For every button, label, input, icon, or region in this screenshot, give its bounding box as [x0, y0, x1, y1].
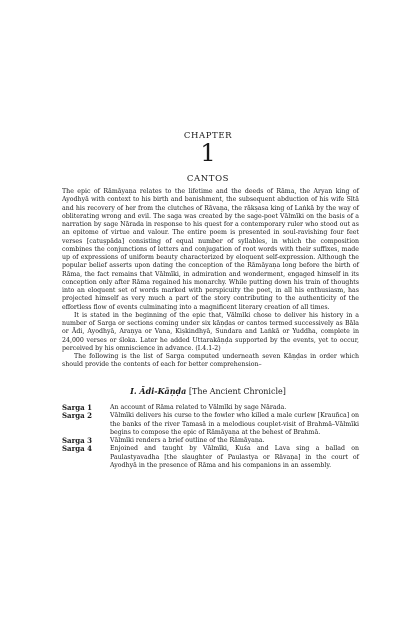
- sarga-label: Sarga 3: [62, 436, 93, 445]
- sarga-label: Sarga 1: [62, 403, 93, 412]
- section-heading-title: I. Ādi-Kāṇḍa: [130, 386, 187, 396]
- paragraph-intro: The epic of Rāmāyaṇa relates to the lifetime and the deeds of Rāma, the Aryan king of Ayodhyā with context to his birth and banishment, the subsequent abduction of his wife Sītā and his recovery of her from the clutches of Rāvaṇa, the rākṣasa king of Laṅkā by the way of obliterating wrong and evil. The saga was created by the sage-poet Vālmīki on the basis of a narration by sage Nārada in response to his quest for a contemporary ruler who stood out as an epitome of virtue and valour. The entire poem is presented in soul-ravishing four feet verses [catuṣpāda] consisting of equal number of syllables, in which the composition combines the conjunctions of letters and conjugation of root words with their suffixes, made up of expressions of uniform beauty characterized by eloquent self-expression. Although the popular belief asserts upon dating the conception of the Rāmāyaṇa long before the birth of Rāma, the fact remains that Vālmīki, in admiration and wonderment, engaged himself in its conception only after Rāma regained his monarchy. While putting down his train of thoughts into an eloquent set of words marked with perspicuity the poet, in all his enthusiasm, has projected himself as very much a part of the story contributing to the authenticity of the effortless flow of events culminating into a magnificent literary creation of all times.: [62, 188, 359, 311]
- chapter-title: CANTOS: [186, 174, 230, 184]
- sarga-list: [62, 404, 359, 470]
- list-item: [62, 404, 359, 412]
- chapter-label: CHAPTER: [183, 131, 233, 141]
- paragraph-list-intro: The following is the list of Sarga computed underneath seven Kāṇḍas in order which should provide the contents of each for better comprehension–: [62, 353, 359, 369]
- sarga-description: Enjoined and taught by Vālmīki, Kuśa and Lava sing a ballad on Paulastyavadha [the slaughter of Paulastya or Rāvaṇa] in the court of Ayodhyā in the presence of Rāma and his companions in an assembly.: [110, 445, 359, 469]
- sarga-label: Sarga 4: [62, 444, 93, 454]
- paragraph-cantos: It is stated in the beginning of the epic that, Vālmīki chose to deliver his history in a number of Sarga or sections coming under six kāṇḍas or cantos termed successively as Bāla or Ādi, Ayodhyā, Araṇya or Vana, Kiṣkindhyā, Sundara and Laṅkā or Yuddha, complete in 24,000 verses or śloka. Later he added Uttarakāṇḍa supported by the events, yet to occur, perceived by his omniscience in advance. (I.4.1-2): [62, 311, 359, 352]
- chapter-number: 1: [200, 139, 216, 167]
- sarga-label: Sarga 2: [62, 411, 93, 421]
- sarga-description: Vālmīki renders a brief outline of the Rāmāyaṇa.: [110, 437, 265, 444]
- sarga-description: An account of Rāma related to Vālmīki by sage Nārada.: [110, 404, 287, 411]
- list-item: [62, 412, 359, 437]
- body-text: [62, 188, 359, 370]
- section-heading: [0, 386, 416, 396]
- list-item: [62, 437, 359, 445]
- sarga-description: Vālmīki delivers his curse to the fowler who killed a male curlew [Krauñca] on the banks of the river Tamasā in a melodious couplet-visit of Brahmā–Vālmīki begins to compose the epic of Rāmāyaṇa at the behest of Brahmā.: [110, 412, 359, 436]
- section-heading-subtitle: [The Ancient Chronicle]: [188, 387, 286, 396]
- list-item: [62, 445, 359, 470]
